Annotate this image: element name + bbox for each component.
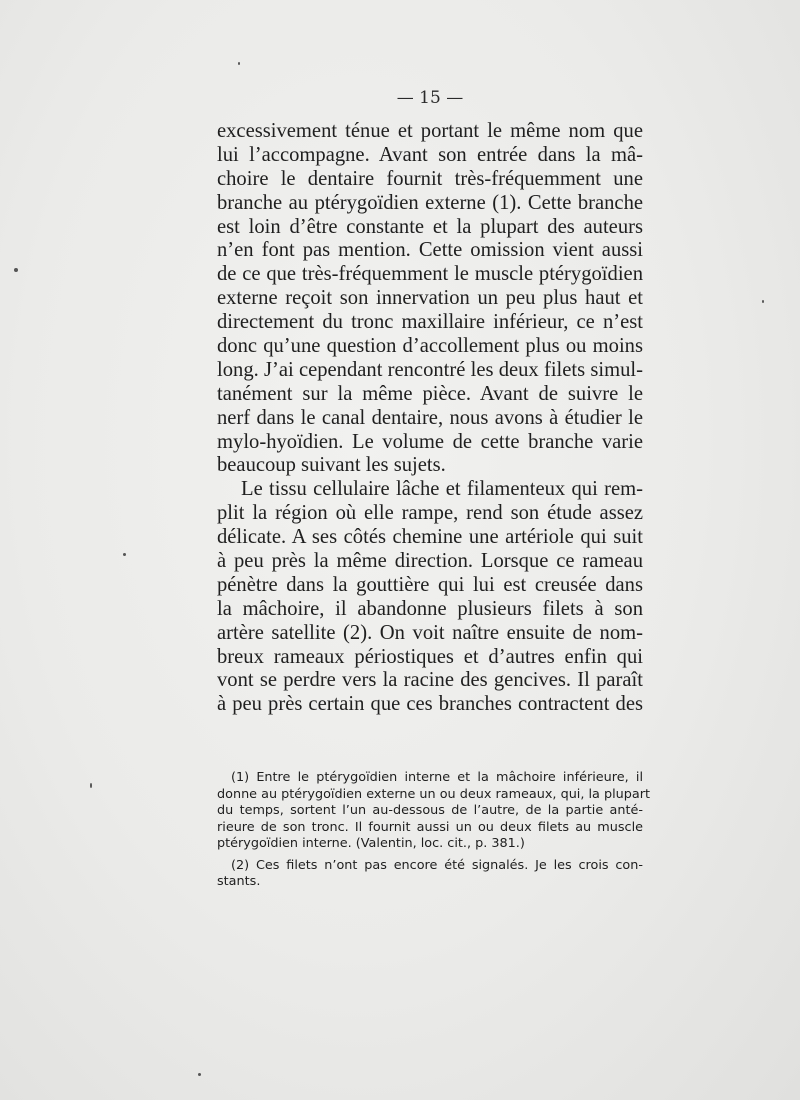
body-line: lui l’accompagne. Avant son entrée dans la mâ- xyxy=(217,143,643,166)
body-line: excessivement ténue et portant le même nom que xyxy=(217,120,643,142)
body-line: Le tissu cellulaire lâche et filamenteux qui rem- xyxy=(241,478,643,501)
body-line: choire le dentaire fournit très-fréquemment une xyxy=(217,167,643,190)
body-line: donc qu’une question d’accollement plus ou moins xyxy=(217,335,643,358)
paper-speck xyxy=(90,783,92,788)
footnotes xyxy=(217,770,650,891)
body-line: beaucoup suivant les sujets. xyxy=(217,454,446,477)
paper-speck xyxy=(123,553,126,556)
body-text xyxy=(217,120,643,717)
body-line: est loin d’être constante et la plupart des auteurs xyxy=(217,215,643,238)
body-line: n’en font pas mention. Cette omission vient aussi xyxy=(217,239,643,262)
body-line: pénètre dans la gouttière qui lui est creusée dans xyxy=(217,573,643,596)
footnote-line: donne au ptérygoïdien externe un ou deux rameaux, qui, la plupart xyxy=(217,786,650,802)
body-line: externe reçoit son innervation un peu plus haut et xyxy=(217,287,643,310)
footnote-line: (1) Entre le ptérygoïdien interne et la mâchoire inférieure, il xyxy=(231,770,643,785)
paper-speck xyxy=(762,300,764,303)
footnote-1 xyxy=(217,770,650,853)
page-number: — 15 — xyxy=(396,88,464,108)
body-line: branche au ptérygoïdien externe (1). Cette branche xyxy=(217,191,643,214)
footnote-2 xyxy=(217,858,643,891)
paper-speck xyxy=(198,1073,201,1076)
body-line: vont se perdre vers la racine des gencives. Il paraît xyxy=(217,669,643,692)
footnote-line: ptérygoïdien interne. (Valentin, loc. cit., p. 381.) xyxy=(217,836,525,851)
body-line: artère satellite (2). On voit naître ensuite de nom- xyxy=(217,621,643,644)
footnote-line: (2) Ces filets n’ont pas encore été signalés. Je les crois con- xyxy=(231,857,643,873)
body-line: directement du tronc maxillaire inférieur, ce n’est xyxy=(217,311,643,334)
body-line: mylo-hyoïdien. Le volume de cette branche varie xyxy=(217,430,643,453)
body-line: breux rameaux périostiques et d’autres enfin qui xyxy=(217,645,643,668)
paper-speck xyxy=(238,62,240,65)
footnote-line: du temps, sortent l’un au-dessous de l’autre, de la partie anté- xyxy=(217,803,643,818)
body-line: délicate. A ses côtés chemine une artériole qui suit xyxy=(217,526,643,549)
body-line: de ce que très-fréquemment le muscle ptérygoïdien xyxy=(217,263,643,286)
paper-speck xyxy=(14,268,18,272)
body-line: tanément sur la même pièce. Avant de suivre le xyxy=(217,382,643,405)
body-line: la mâchoire, il abandonne plusieurs filets à son xyxy=(217,597,643,620)
body-line: long. J’ai cependant rencontré les deux filets simul- xyxy=(217,358,643,381)
footnote-line: rieure de son tronc. Il fournit aussi un ou deux filets au muscle xyxy=(217,819,643,835)
body-line: nerf dans le canal dentaire, nous avons à étudier le xyxy=(217,406,643,429)
body-line: à peu près la même direction. Lorsque ce rameau xyxy=(217,550,643,573)
footnote-line: stants. xyxy=(217,874,261,889)
body-line: à peu près certain que ces branches contractent des xyxy=(217,693,643,716)
body-line: plit la région où elle rampe, rend son étude assez xyxy=(217,502,643,525)
